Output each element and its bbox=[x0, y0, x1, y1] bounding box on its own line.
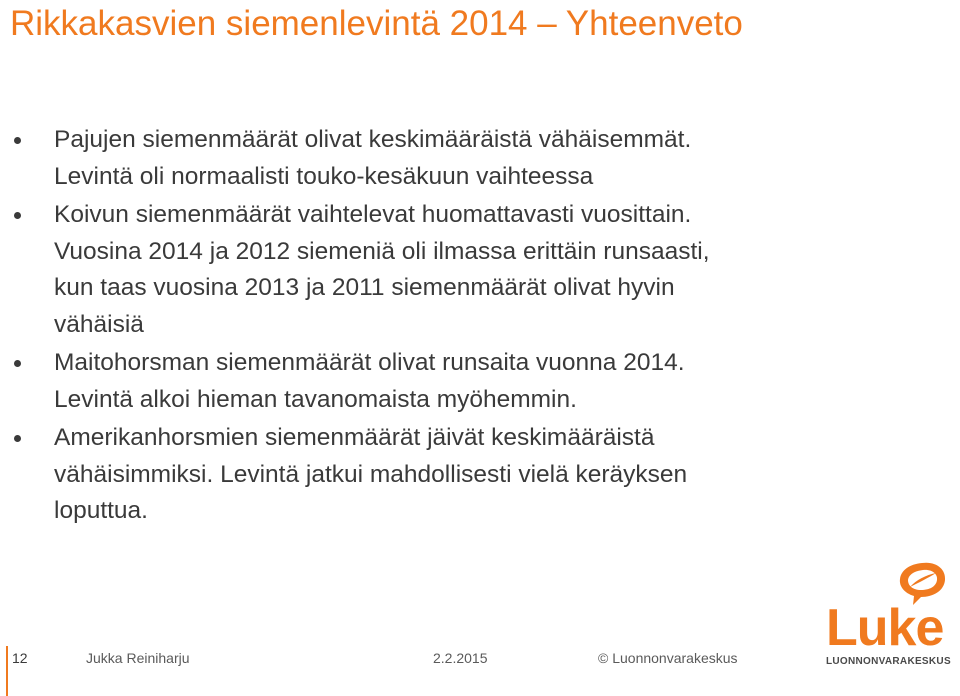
bullet-dot-icon bbox=[14, 360, 21, 367]
bullet-line: loputtua. bbox=[54, 497, 148, 524]
footer-date: 2.2.2015 bbox=[433, 650, 488, 666]
bullet-item bbox=[0, 122, 900, 195]
logo-wordmark: Luke bbox=[826, 599, 944, 657]
bullet-line: Amerikanhorsmien siemenmäärät jäivät keskimääräistä bbox=[54, 424, 655, 451]
bullet-line: kun taas vuosina 2013 ja 2011 siemenmäärät olivat hyvin bbox=[54, 274, 675, 301]
bullet-line: Vuosina 2014 ja 2012 siemeniä oli ilmassa erittäin runsaasti, bbox=[54, 237, 710, 265]
bullet-item bbox=[0, 345, 900, 418]
footer-accent-bar bbox=[6, 646, 8, 696]
bullet-dot-icon bbox=[14, 212, 21, 219]
luke-logo bbox=[812, 560, 952, 690]
bullet-list bbox=[0, 122, 900, 532]
bullet-line: Levintä oli normaalisti touko-kesäkuun vaihteessa bbox=[54, 162, 594, 190]
bullet-dot-icon bbox=[14, 137, 21, 144]
footer-copyright: © Luonnonvarakeskus bbox=[598, 650, 738, 666]
bullet-line: Koivun siemenmäärät vaihtelevat huomattavasti vuosittain. bbox=[54, 201, 692, 228]
logo-subtitle: LUONNONVARAKESKUS bbox=[826, 656, 951, 667]
slide-title: Rikkakasvien siemenlevintä 2014 – Yhteenveto bbox=[10, 4, 743, 43]
bullet-item bbox=[0, 420, 900, 530]
page-number: 12 bbox=[12, 650, 28, 666]
bullet-line: Levintä alkoi hieman tavanomaista myöhemmin. bbox=[54, 385, 577, 413]
bullet-line: vähäisimmiksi. Levintä jatkui mahdollisesti vielä keräyksen bbox=[54, 460, 688, 488]
bullet-line: Pajujen siemenmäärät olivat keskimääräistä vähäisemmät. bbox=[54, 126, 692, 153]
bullet-line: vähäisiä bbox=[54, 310, 144, 338]
bullet-dot-icon bbox=[14, 435, 21, 442]
bullet-item bbox=[0, 197, 900, 343]
bullet-line: Maitohorsman siemenmäärät olivat runsaita vuonna 2014. bbox=[54, 349, 685, 376]
footer-author: Jukka Reiniharju bbox=[86, 650, 190, 666]
